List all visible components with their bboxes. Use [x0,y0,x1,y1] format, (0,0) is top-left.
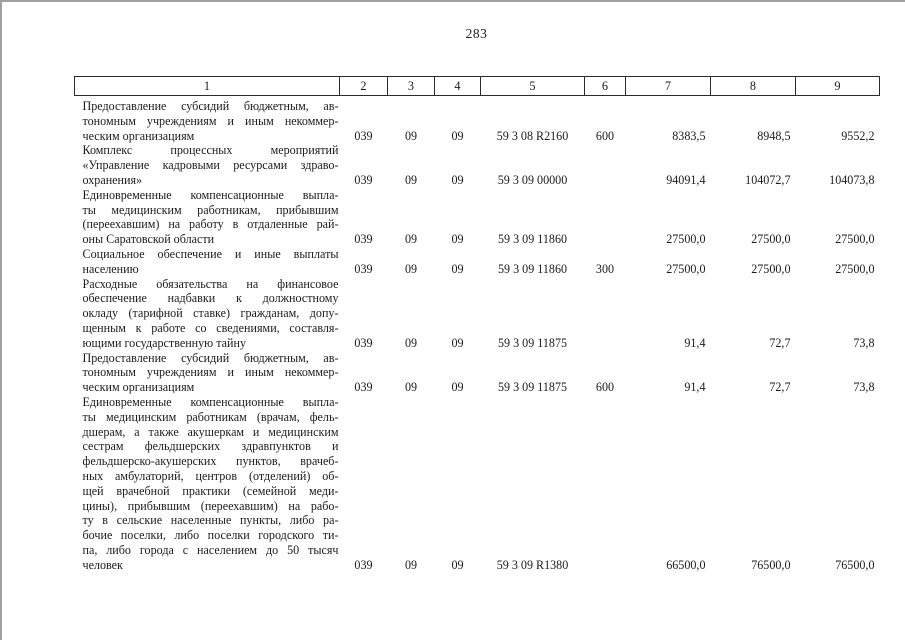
row-name-line: (переехавшим) на работу в отдаленные рай- [82,217,339,232]
row-value-cell: 09 [404,172,418,187]
table-row [75,351,880,395]
table-body [75,96,880,573]
row-name-line: «Управление кадровыми ресурсами здраво- [82,158,339,173]
row-value-cell: 09 [451,172,464,187]
row-value-cell: 9552,2 [841,128,875,143]
row-value-cell: 09 [404,232,418,247]
row-value-cell: 59 3 09 00000 [497,172,568,187]
column-header: 4 [435,77,481,96]
row-name-line: Предоставление субсидий бюджетным, ав- [82,99,339,113]
row-name-line: Социальное обеспечение и иные выплаты [82,246,339,261]
row-value-cell: 09 [451,232,464,247]
row-value-cell: 27500,0 [835,261,875,276]
row-name-line: щей врачебной практики (семейной меди- [82,483,339,498]
row-name-cell [75,277,340,351]
row-name-line: ческим организациям [82,128,195,143]
row-name-line: обеспечение надбавки к должностному [82,291,339,306]
row-name-line: сестрам фельдшерских здравпунктов и [82,439,339,454]
row-name-line: ты медицинским работникам, прибывшим [82,202,339,217]
row-name-cell [75,188,340,247]
row-value-cell: 72,7 [769,380,791,395]
row-value-cell: 09 [451,335,464,350]
row-value-cell: 76500,0 [835,557,875,572]
row-value-cell: 73,8 [853,380,875,395]
row-value-cell: 72,7 [769,335,791,350]
row-value-cell [585,395,626,573]
row-value-cell: 91,4 [684,335,706,350]
row-name-cell [75,395,340,573]
column-header: 8 [711,77,796,96]
row-value-cell: 59 3 08 R2160 [496,128,569,143]
row-name-line: ных амбулаторий, центров (отделений) об- [82,468,339,483]
row-value-cell: 59 3 09 11860 [497,232,568,247]
row-value-cell: 27500,0 [751,261,791,276]
row-value-cell: 09 [404,128,418,143]
row-value-cell: 66500,0 [666,557,706,572]
row-value-cell: 59 3 09 11860 [497,261,568,276]
column-header: 9 [796,77,880,96]
column-header: 3 [388,77,435,96]
row-name-line: Расходные обязательства на финансовое [82,276,339,291]
row-value-cell: 8383,5 [672,128,706,143]
row-value-cell: 09 [451,261,464,276]
column-header: 5 [481,77,585,96]
row-value-cell: 94091,4 [666,172,706,187]
row-name-line: ты медицинским работникам (врачам, фель- [82,409,339,424]
budget-table [74,76,880,573]
column-header: 7 [626,77,711,96]
row-value-cell: 600 [595,380,615,395]
row-name-line: окладу (тарифной ставке) гражданам, допу- [82,306,339,321]
row-value-cell: 76500,0 [751,557,791,572]
row-value-cell: 039 [354,261,373,276]
row-name-line: бочие поселки, либо поселки городского ти- [82,528,339,543]
row-value-cell: 600 [595,128,615,143]
row-name-line: человек [82,557,123,572]
row-name-line: тономным учреждениям и иным некоммер- [82,365,339,380]
row-value-cell: 039 [354,380,373,395]
row-value-cell: 27500,0 [751,232,791,247]
row-value-cell: 039 [354,232,373,247]
table-row [75,247,880,277]
row-value-cell: 27500,0 [835,232,875,247]
row-value-cell [585,143,626,187]
row-name-cell [75,247,340,277]
row-value-cell [585,277,626,351]
row-name-cell [75,96,340,144]
column-header: 1 [75,77,340,96]
row-name-cell [75,351,340,395]
table-row [75,395,880,573]
row-value-cell: 27500,0 [666,261,706,276]
table-row [75,143,880,187]
row-name-line: тономным учреждениям и иным некоммер- [82,113,339,128]
row-value-cell: 039 [354,335,373,350]
column-header: 2 [340,77,388,96]
row-value-cell: 59 3 09 11875 [497,380,568,395]
row-name-line: цины), прибывшим (переехавшим) на рабо- [82,498,339,513]
row-value-cell: 09 [404,335,418,350]
row-value-cell: 039 [354,557,373,572]
row-value-cell: 27500,0 [666,232,706,247]
row-name-line: па, либо города с населением до 50 тысяч [82,542,339,557]
row-name-line: фельдшерско-акушерских пунктов, врачеб- [82,454,339,469]
table-row [75,277,880,351]
row-value-cell: 09 [404,261,418,276]
table-row [75,96,880,144]
row-value-cell: 09 [451,557,464,572]
row-name-line: населению [82,261,139,276]
row-name-line: дшерам, а также акушеркам и медицинским [82,424,339,439]
row-value-cell: 73,8 [853,335,875,350]
row-value-cell: 09 [451,380,464,395]
row-name-line: Комплекс процессных мероприятий [82,143,339,158]
row-value-cell: 91,4 [684,380,706,395]
row-value-cell: 039 [354,128,373,143]
row-name-line: ческим организациям [82,380,195,395]
row-name-line: ту в сельские населенные пункты, либо ра- [82,513,339,528]
row-value-cell: 039 [354,172,373,187]
row-value-cell: 104072,7 [745,172,791,187]
page-number: 283 [465,26,488,41]
row-name-line: оны Саратовской области [82,232,215,247]
row-value-cell [585,188,626,247]
row-value-cell: 59 3 09 11875 [497,335,568,350]
row-value-cell: 09 [451,128,464,143]
column-header: 6 [585,77,626,96]
row-name-line: Единовременные компенсационные выпла- [82,394,339,409]
row-value-cell: 104073,8 [829,172,875,187]
table-header-row [75,77,880,96]
row-value-cell: 09 [404,557,418,572]
row-name-line: ющими государственную тайну [82,335,247,350]
table-row [75,188,880,247]
row-name-line: Предоставление субсидий бюджетным, ав- [82,350,339,365]
row-value-cell: 300 [595,261,615,276]
row-name-line: Единовременные компенсационные выпла- [82,187,339,202]
row-name-line: щенным к работе со сведениями, составля- [82,320,339,335]
row-value-cell: 8948,5 [757,128,791,143]
row-value-cell: 09 [404,380,418,395]
row-value-cell: 59 3 09 R1380 [496,557,569,572]
row-name-cell [75,143,340,187]
row-name-line: охранения» [82,172,143,187]
